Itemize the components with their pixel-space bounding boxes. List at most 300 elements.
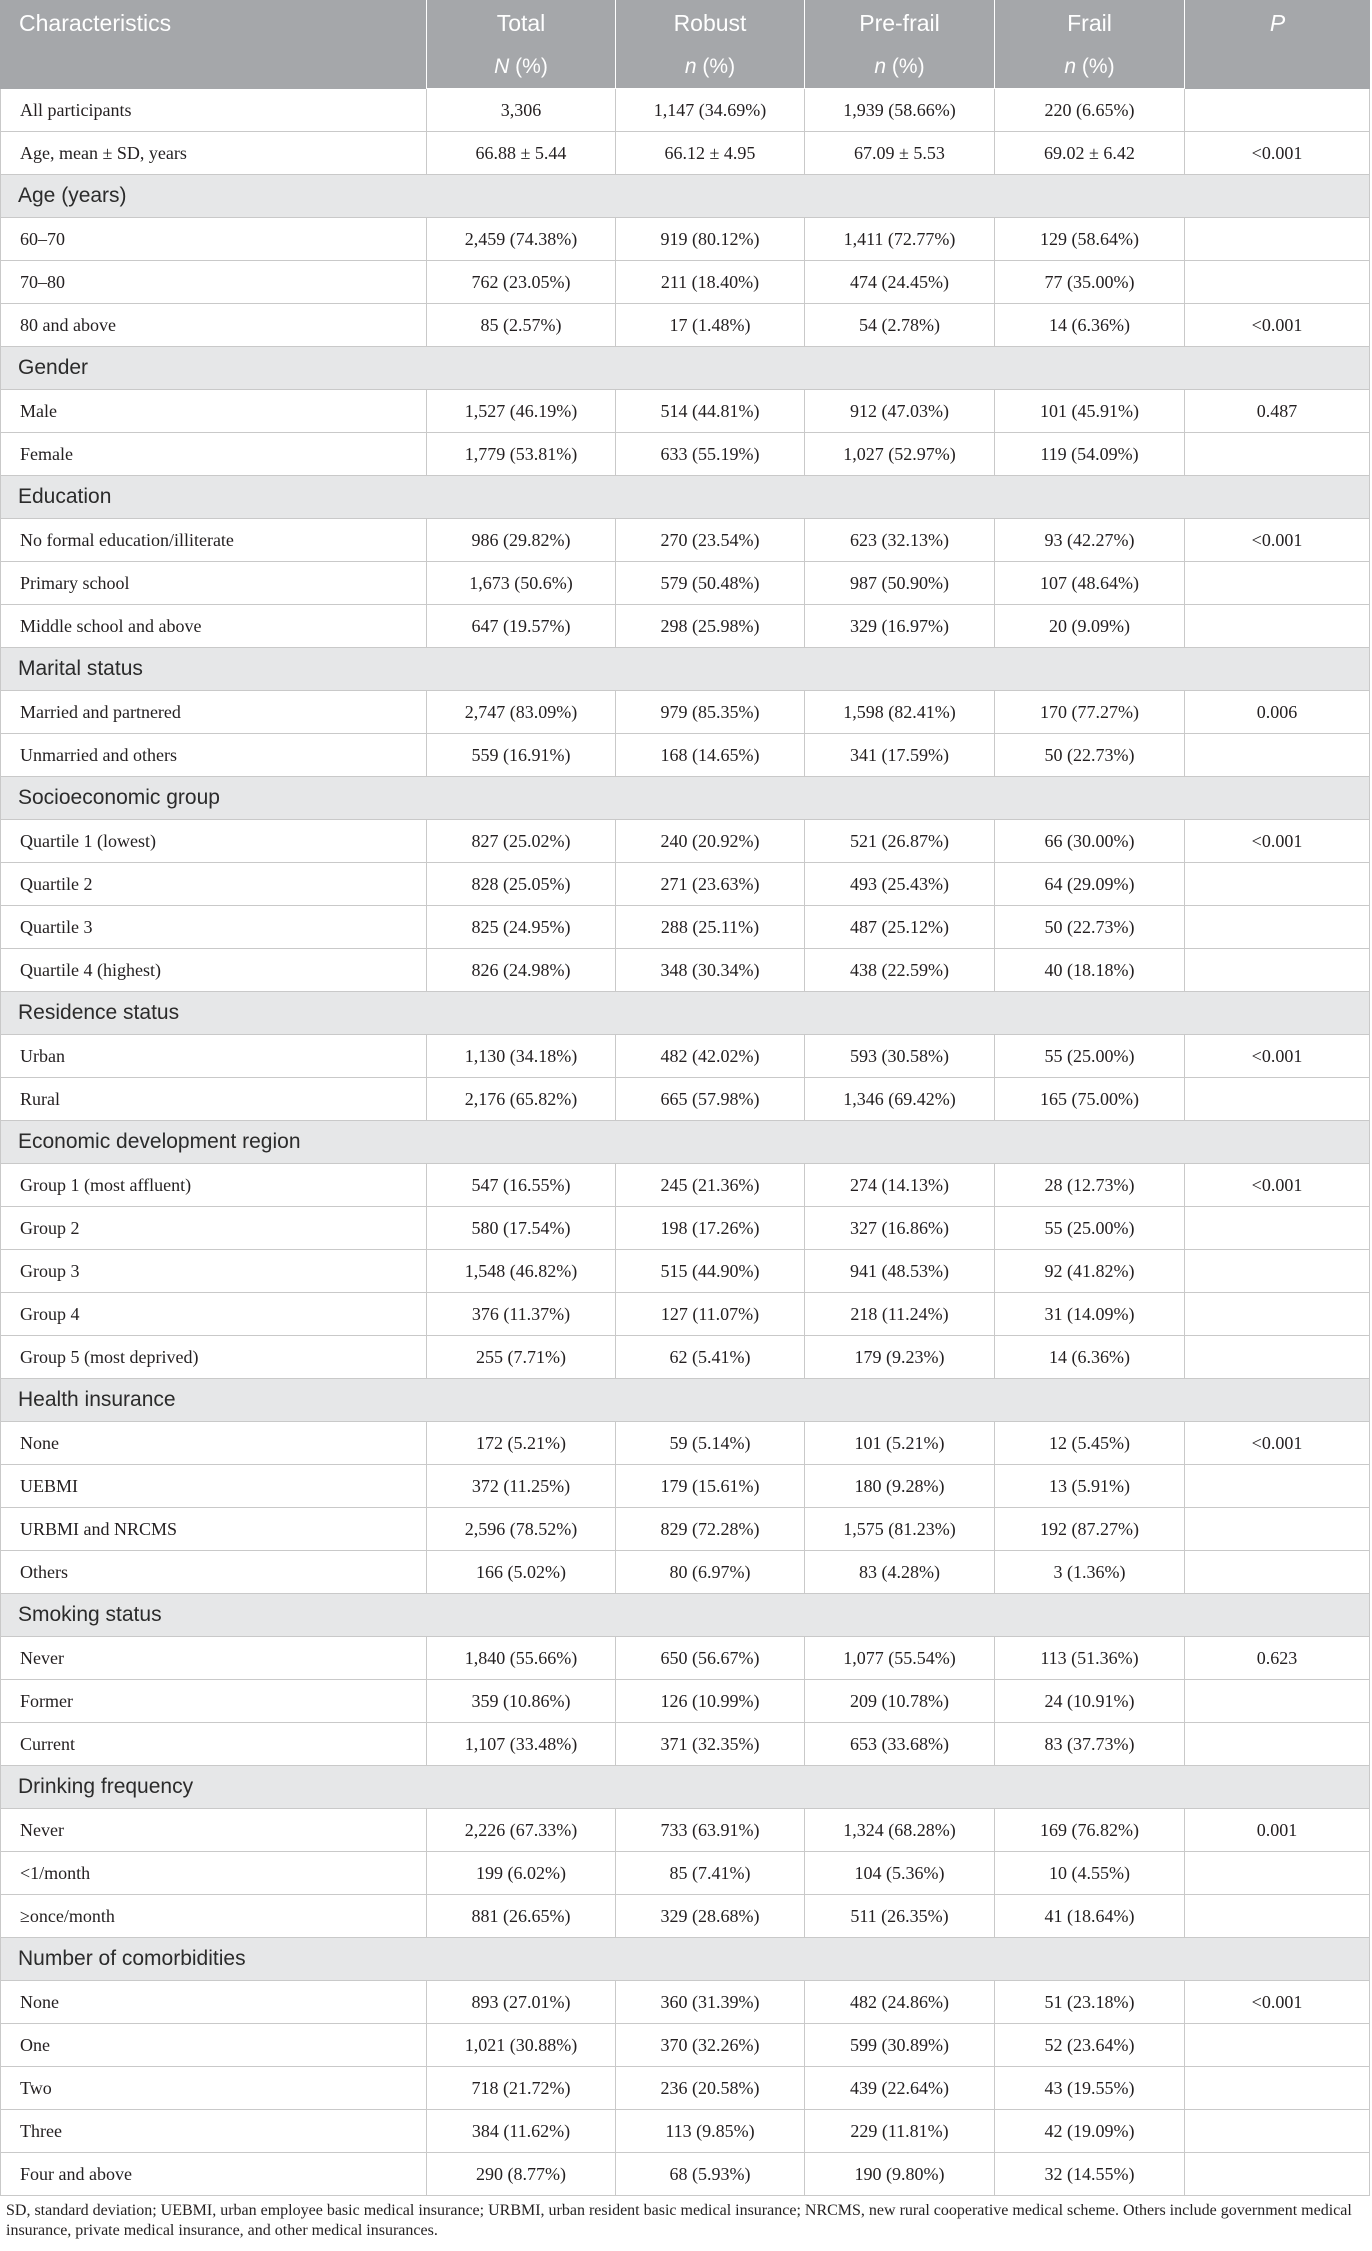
cell-frail [995,433,1185,476]
cell-prefrail-text: 229 (11.81%) [850,2120,949,2141]
section-row [0,347,1370,390]
cell-total-text: 1,548 (46.82%) [464,1260,578,1281]
cell-total [427,863,616,906]
cell-p-text [1185,1207,1369,1249]
cell-total-text: 85 (2.57%) [480,314,562,335]
cell-robust [616,1637,805,1680]
cell-frail [995,1250,1185,1293]
cell-total [427,2153,616,2196]
cell-label-text: 60–70 [20,228,65,249]
cell-frail [995,562,1185,605]
cell-frail-text: 55 (25.00%) [1044,1045,1135,1066]
cell-total-text: 166 (5.02%) [476,1561,566,1582]
cell-total [427,1035,616,1078]
cell-frail [995,1981,1185,2024]
cell-prefrail-text: 1,575 (81.23%) [843,1518,956,1539]
cell-prefrail [805,2024,995,2067]
cell-prefrail [805,1465,995,1508]
cell-total [427,1508,616,1551]
cell-prefrail [805,2153,995,2196]
cell-p [1185,949,1370,992]
cell-label-text: Urban [20,1045,65,1066]
cell-p [1185,1551,1370,1594]
cell-label-text: Never [20,1819,64,1840]
cell-prefrail-text: 83 (4.28%) [859,1561,940,1582]
table-row [0,89,1370,132]
header-prefrail [805,0,995,46]
cell-label-text: Quartile 3 [20,916,93,937]
cell-total [427,304,616,347]
table-footnote: SD, standard deviation; UEBMI, urban employee basic medical insurance; URBMI, urban resident basic medical insurance; NRCMS, new rural cooperative medical scheme. Others include government medical insurance, private medical insurance, and other medical insurances. [6,2202,1352,2239]
cell-frail-text: 69.02 ± 6.42 [1044,142,1135,163]
cell-prefrail [805,1422,995,1465]
cell-prefrail-text: 67.09 ± 5.53 [854,142,945,163]
cell-label [0,218,427,261]
unit-suffix: (%) [696,55,736,78]
section-title [0,1938,1370,1981]
header-characteristics [0,0,427,89]
cell-p-text [1185,2067,1369,2109]
cell-prefrail [805,1508,995,1551]
cell-robust-text: 298 (25.98%) [660,615,760,636]
section-title-text: Age (years) [18,184,127,207]
cell-robust-text: 168 (14.65%) [660,744,760,765]
cell-prefrail [805,1895,995,1938]
cell-label-text: Primary school [20,572,130,593]
cell-p-text [1185,2024,1369,2066]
section-title-text: Marital status [18,657,143,680]
cell-robust [616,132,805,175]
cell-robust-text: 482 (42.02%) [660,1045,760,1066]
cell-frail-text: 3 (1.36%) [1053,1561,1126,1582]
cell-prefrail-text: 54 (2.78%) [859,314,940,335]
cell-prefrail-text: 1,411 (72.77%) [843,228,956,249]
cell-robust-text: 126 (10.99%) [660,1690,760,1711]
cell-label [0,691,427,734]
cell-frail-text: 83 (37.73%) [1044,1733,1135,1754]
cell-p [1185,906,1370,949]
cell-label [0,1723,427,1766]
table-row [0,1981,1370,2024]
cell-p-text: <0.001 [1251,830,1303,851]
cell-p-text: <0.001 [1251,314,1303,335]
cell-label [0,1809,427,1852]
cell-total [427,132,616,175]
cell-frail [995,390,1185,433]
cell-robust [616,1723,805,1766]
cell-robust-text: 127 (11.07%) [660,1303,760,1324]
cell-p [1185,820,1370,863]
table-row [0,1852,1370,1895]
cell-label [0,1637,427,1680]
unit-suffix: (%) [1076,55,1115,78]
section-title [0,1379,1370,1422]
cell-prefrail-text: 482 (24.86%) [850,1991,949,2012]
cell-prefrail-text: 1,077 (55.54%) [843,1647,956,1668]
cell-frail [995,1207,1185,1250]
cell-prefrail [805,863,995,906]
cell-p [1185,1637,1370,1680]
cell-total [427,1465,616,1508]
cell-label [0,132,427,175]
cell-label [0,1293,427,1336]
cell-total [427,390,616,433]
cell-total [427,906,616,949]
cell-label-text: Others [20,1561,68,1582]
cell-p-text [1185,562,1369,604]
cell-frail-text: 55 (25.00%) [1044,1217,1135,1238]
cell-prefrail [805,519,995,562]
cell-prefrail-text: 474 (24.45%) [850,271,949,292]
table-row [0,2110,1370,2153]
table-row [0,691,1370,734]
cell-p [1185,1852,1370,1895]
cell-p [1185,1422,1370,1465]
cell-prefrail [805,304,995,347]
cell-total [427,2067,616,2110]
cell-p-text [1185,1078,1369,1120]
cell-robust [616,1809,805,1852]
section-title [0,777,1370,820]
section-title-text: Economic development region [18,1130,301,1153]
cell-frail-text: 50 (22.73%) [1044,744,1135,765]
cell-robust-text: 1,147 (34.69%) [653,99,767,120]
cell-label [0,519,427,562]
cell-p [1185,1680,1370,1723]
cell-frail [995,734,1185,777]
cell-prefrail [805,89,995,132]
cell-frail [995,1422,1185,1465]
cell-label-text: Rural [20,1088,60,1109]
cell-frail [995,906,1185,949]
cell-label-text: ≥once/month [20,1905,115,1926]
header-total-label: Total [496,9,546,36]
cell-total [427,1723,616,1766]
table-row [0,1465,1370,1508]
cell-robust-text: 236 (20.58%) [660,2077,760,2098]
table-row [0,2153,1370,2196]
cell-prefrail-text: 209 (10.78%) [850,1690,949,1711]
cell-label [0,1035,427,1078]
cell-total [427,1078,616,1121]
cell-p-text: 0.006 [1256,701,1298,722]
cell-frail [995,949,1185,992]
cell-frail-text: 31 (14.09%) [1044,1303,1135,1324]
table-row [0,519,1370,562]
unit-symbol: N [494,55,510,78]
cell-prefrail-text: 1,027 (52.97%) [843,443,956,464]
cell-p [1185,1981,1370,2024]
cell-total [427,89,616,132]
cell-robust [616,1981,805,2024]
cell-prefrail [805,1336,995,1379]
cell-p-text: 0.001 [1256,1819,1298,1840]
section-title-text: Drinking frequency [18,1775,194,1798]
cell-robust [616,1895,805,1938]
cell-prefrail-text: 327 (16.86%) [850,1217,949,1238]
cell-prefrail [805,390,995,433]
cell-total [427,605,616,648]
cell-robust [616,1852,805,1895]
cell-robust [616,1250,805,1293]
cell-p-text: <0.001 [1251,1432,1303,1453]
section-title [0,1594,1370,1637]
cell-total [427,218,616,261]
cell-frail [995,1637,1185,1680]
cell-frail-text: 165 (75.00%) [1040,1088,1139,1109]
cell-label [0,89,427,132]
cell-total-text: 2,747 (83.09%) [464,701,578,722]
cell-label-text: Group 3 [20,1260,80,1281]
cell-robust-text: 80 (6.97%) [669,1561,751,1582]
cell-label [0,1981,427,2024]
cell-frail-text: 10 (4.55%) [1049,1862,1130,1883]
cell-label [0,261,427,304]
cell-frail-text: 113 (51.36%) [1040,1647,1139,1668]
cell-label-text: Age, mean ± SD, years [20,142,187,163]
cell-p-text [1185,1250,1369,1292]
table-row [0,562,1370,605]
table-body [0,89,1370,2196]
cell-prefrail [805,820,995,863]
cell-label-text: Two [20,2077,52,2098]
cell-label-text: None [20,1991,59,2012]
cell-label-text: Group 2 [20,1217,80,1238]
section-title-text: Gender [18,356,89,379]
cell-total-text: 2,596 (78.52%) [464,1518,578,1539]
cell-robust [616,906,805,949]
table-row [0,1809,1370,1852]
cell-robust [616,1207,805,1250]
cell-total [427,261,616,304]
cell-robust-text: 360 (31.39%) [660,1991,760,2012]
section-title [0,648,1370,691]
cell-robust-text: 288 (25.11%) [660,916,760,937]
cell-prefrail-text: 218 (11.24%) [850,1303,949,1324]
header-frail-unit [995,46,1185,89]
cell-p [1185,2153,1370,2196]
cell-label [0,1680,427,1723]
table-row [0,261,1370,304]
cell-p-text [1185,1680,1369,1722]
cell-total [427,734,616,777]
cell-prefrail [805,605,995,648]
table-row [0,304,1370,347]
cell-robust [616,1336,805,1379]
cell-label-text: Middle school and above [20,615,202,636]
cell-p-text [1185,949,1369,991]
cell-prefrail [805,1164,995,1207]
cell-prefrail-text: 439 (22.64%) [850,2077,949,2098]
cell-frail-text: 93 (42.27%) [1044,529,1135,550]
cell-label [0,2024,427,2067]
cell-robust-text: 370 (32.26%) [660,2034,760,2055]
section-row [0,1766,1370,1809]
cell-p [1185,1293,1370,1336]
header-total-unit-text [427,46,615,88]
cell-label-text: UEBMI [20,1475,78,1496]
header-p [1185,0,1370,89]
cell-prefrail [805,949,995,992]
unit-symbol: n [1064,55,1077,78]
cell-prefrail-text: 179 (9.23%) [854,1346,945,1367]
header-robust-unit [616,46,805,89]
cell-p [1185,390,1370,433]
cell-label [0,1422,427,1465]
cell-robust [616,1293,805,1336]
cell-total [427,1422,616,1465]
cell-robust [616,2110,805,2153]
cell-prefrail-text: 599 (30.89%) [850,2034,949,2055]
cell-frail [995,519,1185,562]
table-row [0,863,1370,906]
cell-label-text: Group 5 (most deprived) [20,1346,199,1367]
cell-total [427,1250,616,1293]
cell-p [1185,2110,1370,2153]
cell-frail-text: 220 (6.65%) [1044,99,1135,120]
cell-total-text: 290 (8.77%) [476,2163,566,2184]
cell-frail-text: 14 (6.36%) [1049,314,1130,335]
cell-frail-text: 66 (30.00%) [1044,830,1135,851]
cell-label [0,1465,427,1508]
cell-p-text: <0.001 [1251,1045,1303,1066]
cell-frail-text: 101 (45.91%) [1040,400,1139,421]
cell-p [1185,89,1370,132]
cell-total [427,562,616,605]
cell-label-text: Unmarried and others [20,744,177,765]
cell-total-text: 359 (10.86%) [471,1690,571,1711]
cell-robust-text: 17 (1.48%) [669,314,751,335]
cell-label-text: Quartile 4 (highest) [20,959,161,980]
cell-robust-text: 66.12 ± 4.95 [664,142,756,163]
section-title [0,347,1370,390]
cell-frail [995,1723,1185,1766]
cell-prefrail [805,1250,995,1293]
cell-total-text: 2,459 (74.38%) [464,228,578,249]
cell-p [1185,691,1370,734]
cell-frail [995,218,1185,261]
cell-prefrail [805,1723,995,1766]
cell-frail [995,1680,1185,1723]
cell-robust [616,734,805,777]
cell-label-text: 80 and above [20,314,116,335]
cell-p [1185,2067,1370,2110]
cell-p-text [1185,1723,1369,1765]
table-row [0,605,1370,648]
cell-robust [616,1164,805,1207]
cell-label [0,1551,427,1594]
cell-frail [995,1035,1185,1078]
cell-frail [995,1293,1185,1336]
cell-total-text: 255 (7.71%) [476,1346,566,1367]
table-header [0,0,1370,89]
cell-prefrail-text: 341 (17.59%) [850,744,949,765]
cell-label-text: Group 1 (most affluent) [20,1174,192,1195]
cell-robust [616,605,805,648]
cell-total [427,1895,616,1938]
cell-prefrail-text: 521 (26.87%) [850,830,949,851]
cell-total-text: 172 (5.21%) [476,1432,566,1453]
cell-frail [995,820,1185,863]
table-row [0,734,1370,777]
cell-prefrail-text: 1,346 (69.42%) [843,1088,956,1109]
cell-p-text [1185,2110,1369,2152]
cell-label [0,562,427,605]
cell-label-text: 70–80 [20,271,65,292]
cell-prefrail-text: 438 (22.59%) [850,959,949,980]
cell-robust [616,390,805,433]
table-row [0,1164,1370,1207]
cell-frail [995,304,1185,347]
table-row [0,1035,1370,1078]
cell-p [1185,562,1370,605]
section-row [0,1594,1370,1637]
cell-frail-text: 169 (76.82%) [1040,1819,1139,1840]
cell-p-text [1185,261,1369,303]
cell-frail-text: 24 (10.91%) [1044,1690,1135,1711]
cell-p [1185,304,1370,347]
cell-prefrail-text: 329 (16.97%) [850,615,949,636]
header-robust [616,0,805,46]
cell-prefrail-text: 941 (48.53%) [850,1260,949,1281]
table-row [0,1293,1370,1336]
cell-total-text: 1,779 (53.81%) [464,443,578,464]
cell-p-text [1185,906,1369,948]
section-title [0,1121,1370,1164]
cell-label [0,1164,427,1207]
cell-frail-text: 28 (12.73%) [1044,1174,1135,1195]
table-row [0,1551,1370,1594]
cell-robust-text: 68 (5.93%) [669,2163,751,2184]
cell-frail-text: 40 (18.18%) [1044,959,1135,980]
cell-prefrail [805,132,995,175]
cell-total-text: 1,107 (33.48%) [464,1733,578,1754]
table-row [0,1508,1370,1551]
cell-total-text: 384 (11.62%) [471,2120,571,2141]
cell-frail-text: 170 (77.27%) [1040,701,1139,722]
cell-label [0,949,427,992]
section-title [0,175,1370,218]
cell-prefrail [805,218,995,261]
section-row [0,1379,1370,1422]
cell-frail [995,1551,1185,1594]
cell-robust [616,89,805,132]
cell-total-text: 1,130 (34.18%) [464,1045,578,1066]
cell-robust-text: 271 (23.63%) [660,873,760,894]
cell-p-text [1185,1336,1369,1378]
cell-p-text [1185,2153,1369,2195]
cell-total [427,1680,616,1723]
cell-robust-text: 919 (80.12%) [660,228,760,249]
cell-prefrail-text: 274 (14.13%) [850,1174,949,1195]
cell-frail-text: 192 (87.27%) [1040,1518,1139,1539]
cell-prefrail-text: 493 (25.43%) [850,873,949,894]
table-row [0,1207,1370,1250]
header-frail-label: Frail [1067,9,1112,36]
cell-frail-text: 42 (19.09%) [1044,2120,1135,2141]
cell-prefrail [805,433,995,476]
cell-robust-text: 515 (44.90%) [660,1260,760,1281]
cell-label-text: Male [20,400,57,421]
cell-prefrail-text: 1,598 (82.41%) [843,701,956,722]
cell-robust-text: 62 (5.41%) [669,1346,751,1367]
cell-total-text: 825 (24.95%) [471,916,571,937]
cell-robust [616,1680,805,1723]
cell-total-text: 1,840 (55.66%) [464,1647,578,1668]
cell-frail-text: 32 (14.55%) [1044,2163,1135,2184]
cell-robust [616,1465,805,1508]
section-title-text: Smoking status [18,1603,162,1626]
